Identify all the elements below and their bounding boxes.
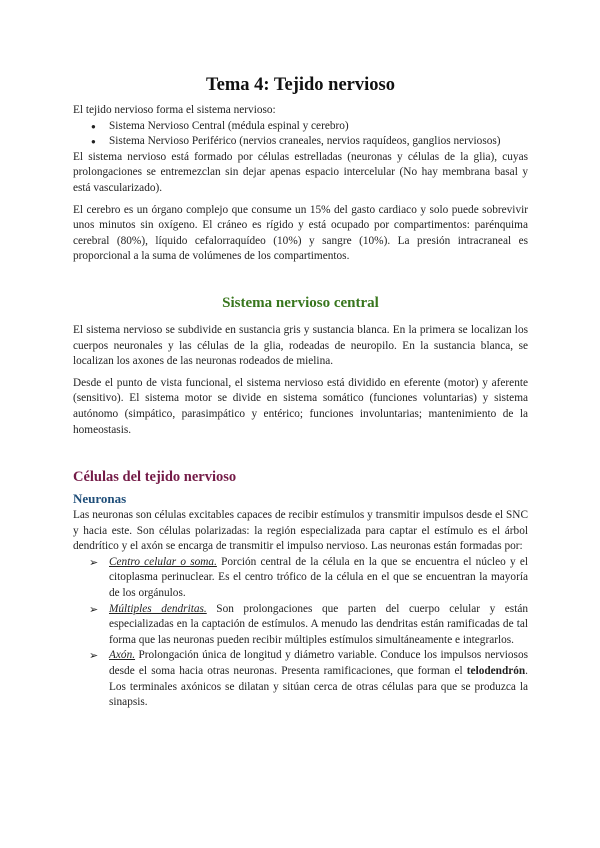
list-item xyxy=(109,602,528,649)
intro-bullet-list xyxy=(73,119,528,150)
paragraph: El sistema nervioso está formado por células estrelladas (neuronas y células de la glia), cuyas prolongaciones se entremezclan sin dejar apenas espacio intercelular (No hay membrana basal y está vascularizado). xyxy=(73,150,528,194)
paragraph: El sistema nervioso se subdivide en sustancia gris y sustancia blanca. En la primera se localizan los cuerpos neuronales y las células de la glia, rodeadas de neuropilo. En la sustancia blanca, se localizan los axones de las neuronas rodeados de mielina. xyxy=(73,323,528,368)
paragraph: Las neuronas son células excitables capaces de recibir estímulos y transmitir impulsos desde el SNC y hacia este. Son células polarizadas: la región especializada para captar el estímulo es el árbol dendrítico y el axón se encarga de transmitir el impulso nervioso. Las neuronas están formadas por: xyxy=(73,509,528,553)
subsection-heading-neuronas: Neuronas xyxy=(73,491,127,507)
term-axon: Axón. xyxy=(109,649,136,662)
intro-lead: El tejido nervioso forma el sistema nervioso: xyxy=(73,104,276,116)
page-title: Tema 4: Tejido nervioso xyxy=(206,75,395,95)
neuron-parts-list xyxy=(73,555,528,711)
list-item: ● Sistema Nervioso Periférico (nervios craneales, nervios raquídeos, ganglios nerviosos) xyxy=(109,134,528,150)
paragraph: El cerebro es un órgano complejo que consume un 15% del gasto cardiaco y solo puede sobrevivir unos minutos sin oxígeno. El cráneo es rígido y está ocupado por compartimentos: parénquima cerebral (80%), líquido cefalorraquídeo (10%) y sangre (10%). La presión intracraneal es proporcional a la suma de volúmenes de los compartimentos. xyxy=(73,203,528,263)
item-text: Son prolongaciones que parten del cuerpo celular y están especializadas en la captación de estímulos. A menudo las dendritas están ramificadas de tal forma que las neuronas pueden recibir múltiples estímulos simultáneamente e integrarlos. xyxy=(109,602,528,646)
section-heading-cells: Células del tejido nervioso xyxy=(73,469,237,486)
list-item: ● Sistema Nervioso Central (médula espinal y cerebro) xyxy=(109,119,528,135)
list-item xyxy=(109,555,528,602)
term-dendritas: Múltiples dendritas. xyxy=(109,602,207,615)
bold-term-telodendron: telodendrón xyxy=(466,665,526,678)
item-text: Prolongación única de longitud y diámetro variable. Conduce los impulsos nerviosos desde el soma hacia otras neuronas. Presenta ramificaciones, que forman el xyxy=(109,649,528,678)
list-item xyxy=(109,648,528,710)
item-text: Porción central de la célula en la que se encuentra el núcleo y el citoplasma perinuclear. Es el centro trófico de la célula en el que se encuentran la mayoría de los orgánulos. xyxy=(109,555,529,600)
term-soma: Centro celular o soma. xyxy=(109,555,217,568)
paragraph: Desde el punto de vista funcional, el sistema nervioso está dividido en eferente (motor) y aferente (sensitivo). El sistema motor se divide en sistema somático (funciones voluntarias) y sistema autónomo (simpático, parasimpático y entérico; funciones involuntarias; mantenimiento de la homeostasis. xyxy=(73,376,528,436)
item-text-tail: . Los terminales axónicos se dilatan y sitúan cerca de otras células para que se produzca la sinapsis. xyxy=(109,665,528,709)
section-heading-snc: Sistema nervioso central xyxy=(222,294,379,311)
